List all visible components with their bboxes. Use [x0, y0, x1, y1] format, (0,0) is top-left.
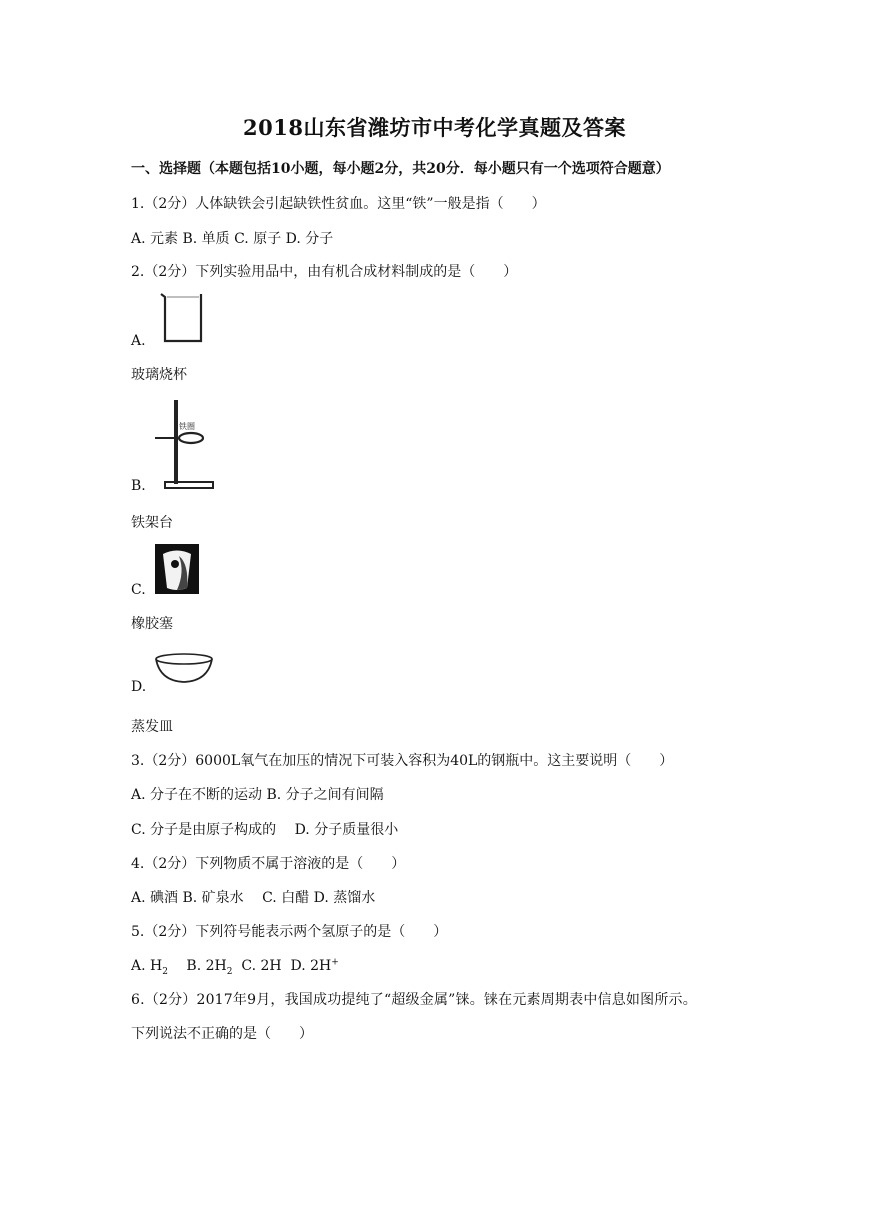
- option-c-label: C.: [131, 582, 146, 598]
- option-a-caption: 玻璃烧杯: [131, 367, 187, 383]
- option-c-caption: 橡胶塞: [131, 616, 173, 632]
- question-4-options: A. 碘酒 B. 矿泉水 C. 白醋 D. 蒸馏水: [131, 890, 376, 906]
- section-header: 一、选择题（本题包括10小题，每小题2分，共20分．每小题只有一个选项符合题意）: [131, 161, 670, 177]
- option-b: B. $2H_2$: [186, 958, 233, 977]
- ring-label: 铁圈: [179, 422, 195, 431]
- option-c: C. 2H: [241, 958, 282, 974]
- question-1-options: A. 元素 B. 单质 C. 原子 D. 分子: [131, 231, 334, 247]
- question-6-stem-line-1: 6.（2分）2017年9月，我国成功提纯了“超级金属”铼。铼在元素周期表中信息如图所示。: [131, 992, 697, 1008]
- iron-stand-image: [155, 398, 217, 492]
- evaporating-dish-image: [152, 651, 216, 685]
- question-5-options: [131, 955, 339, 977]
- question-6-stem-line-2: 下列说法不正确的是（ ）: [131, 1026, 313, 1042]
- question-4-stem: 4.（2分）下列物质不属于溶液的是（ ）: [131, 856, 406, 872]
- rubber-stopper-image: [155, 544, 199, 594]
- option-a: A. $H_2$: [131, 958, 168, 977]
- option-b-label: B.: [131, 478, 146, 494]
- question-1-stem: 1.（2分）人体缺铁会引起缺铁性贫血。这里“铁”一般是指（ ）: [131, 196, 546, 212]
- question-3-options-ab: A. 分子在不断的运动 B. 分子之间有间隔: [131, 787, 384, 803]
- beaker-image: [157, 291, 207, 345]
- option-d-caption: 蒸发皿: [131, 719, 173, 735]
- option-a-label: A.: [131, 333, 146, 349]
- option-b-caption: 铁架台: [131, 515, 173, 531]
- option-d-label: D.: [131, 679, 147, 695]
- question-3-stem: 3.（2分）6000L氧气在加压的情况下可装入容积为40L的钢瓶中。这主要说明（ ）: [131, 753, 674, 769]
- question-2-stem: 2.（2分）下列实验用品中，由有机合成材料制成的是（ ）: [131, 264, 518, 280]
- option-d: D. 2H+: [290, 957, 339, 974]
- question-3-options-cd: C. 分子是由原子构成的 D. 分子质量很小: [131, 822, 399, 838]
- document-title: 2018山东省潍坊市中考化学真题及答案: [243, 115, 626, 140]
- question-5-stem: 5.（2分）下列符号能表示两个氢原子的是（ ）: [131, 924, 448, 940]
